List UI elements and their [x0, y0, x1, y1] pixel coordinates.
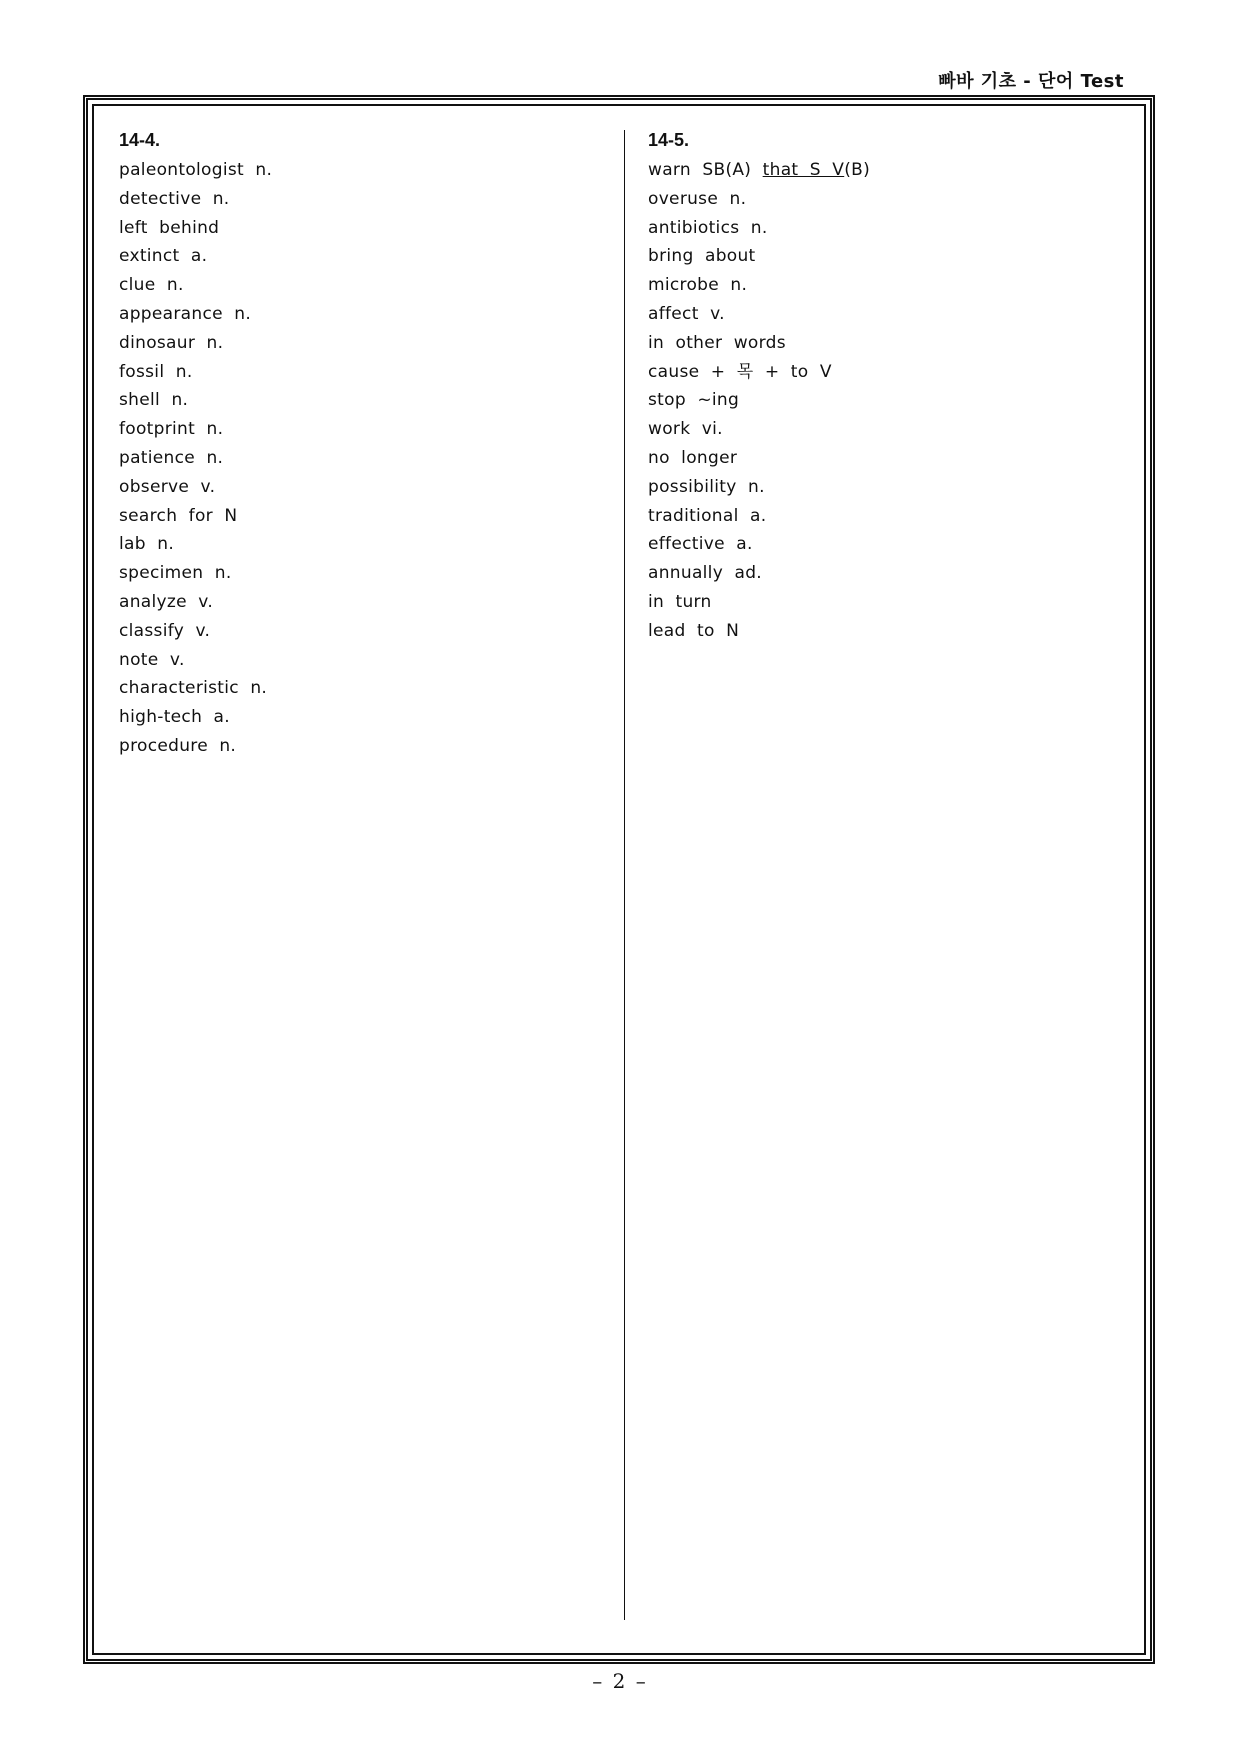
word-item [119, 502, 599, 531]
section-title-14-5: 14-5. [648, 130, 690, 150]
word-text: note v. [119, 649, 185, 670]
word-item [648, 242, 1128, 271]
word-text: dinosaur n. [119, 332, 224, 353]
column-divider [624, 130, 625, 1620]
word-text: lead to N [648, 620, 740, 641]
word-text: possibility n. [648, 476, 765, 497]
word-suffix: (B) [844, 160, 871, 180]
right-column [648, 128, 1128, 646]
page-number: – 2 – [592, 1669, 648, 1693]
word-item [119, 185, 599, 214]
word-item [119, 329, 599, 358]
word-text: traditional a. [648, 505, 767, 526]
word-item [119, 242, 599, 271]
word-text: characteristic n. [119, 678, 268, 699]
word-item [119, 415, 599, 444]
document-title: 빠바 기초 - 단어 Test [938, 71, 1124, 92]
word-item [119, 732, 599, 761]
underlined-phrase: that S V [762, 160, 845, 180]
word-item [119, 703, 599, 732]
word-item [119, 674, 599, 703]
word-item [119, 214, 599, 243]
word-text: in other words [648, 332, 786, 353]
word-text: extinct a. [119, 246, 208, 267]
word-item [119, 588, 599, 617]
word-text: shell n. [119, 390, 189, 411]
word-text: observe v. [119, 476, 216, 497]
word-text: patience n. [119, 447, 224, 468]
word-item [648, 617, 1128, 646]
word-item [119, 271, 599, 300]
word-item [119, 646, 599, 675]
word-item [648, 185, 1128, 214]
word-text: appearance n. [119, 303, 252, 324]
word-text: paleontologist n. [119, 160, 273, 180]
word-text: search for N [119, 505, 238, 526]
word-text: annually ad. [648, 563, 762, 584]
word-text: footprint n. [119, 419, 224, 440]
word-item [119, 530, 599, 559]
word-item [648, 329, 1128, 358]
word-item [119, 300, 599, 329]
word-item [119, 559, 599, 588]
word-item [648, 559, 1128, 588]
word-item [648, 588, 1128, 617]
section-title-14-4: 14-4. [119, 130, 161, 150]
word-item [648, 530, 1128, 559]
word-item [648, 502, 1128, 531]
word-item [648, 444, 1128, 473]
word-item [648, 271, 1128, 300]
word-item [119, 444, 599, 473]
word-text: specimen n. [119, 563, 232, 584]
word-text: in turn [648, 591, 712, 612]
word-text: overuse n. [648, 188, 747, 209]
word-text: lab n. [119, 534, 175, 555]
word-text: fossil n. [119, 361, 193, 382]
word-text: no longer [648, 447, 738, 468]
word-text: left behind [119, 217, 220, 238]
word-text: effective a. [648, 534, 753, 555]
word-item [119, 156, 599, 185]
word-item [648, 300, 1128, 329]
word-text: cause + 목 + to V [648, 361, 832, 382]
word-text: stop ~ing [648, 390, 740, 411]
word-text: antibiotics n. [648, 217, 768, 238]
word-text: clue n. [119, 275, 184, 296]
word-text: work vi. [648, 419, 723, 440]
word-text: affect v. [648, 303, 725, 324]
word-text: microbe n. [648, 275, 748, 296]
word-item [119, 617, 599, 646]
word-list-14-4 [119, 156, 599, 761]
word-text: procedure n. [119, 735, 237, 756]
word-text: high-tech a. [119, 707, 230, 728]
word-item [648, 156, 1128, 185]
word-prefix: warn SB(A) [648, 160, 763, 180]
word-item [648, 358, 1128, 387]
word-item [648, 415, 1128, 444]
word-item [648, 473, 1128, 502]
word-text: detective n. [119, 188, 230, 209]
word-item [648, 214, 1128, 243]
word-item [119, 473, 599, 502]
word-item [648, 386, 1128, 415]
word-item [119, 358, 599, 387]
left-column [119, 128, 599, 761]
word-text: bring about [648, 246, 756, 267]
word-text: classify v. [119, 620, 211, 641]
word-item [119, 386, 599, 415]
word-list-14-5 [648, 156, 1128, 646]
word-text: analyze v. [119, 591, 214, 612]
